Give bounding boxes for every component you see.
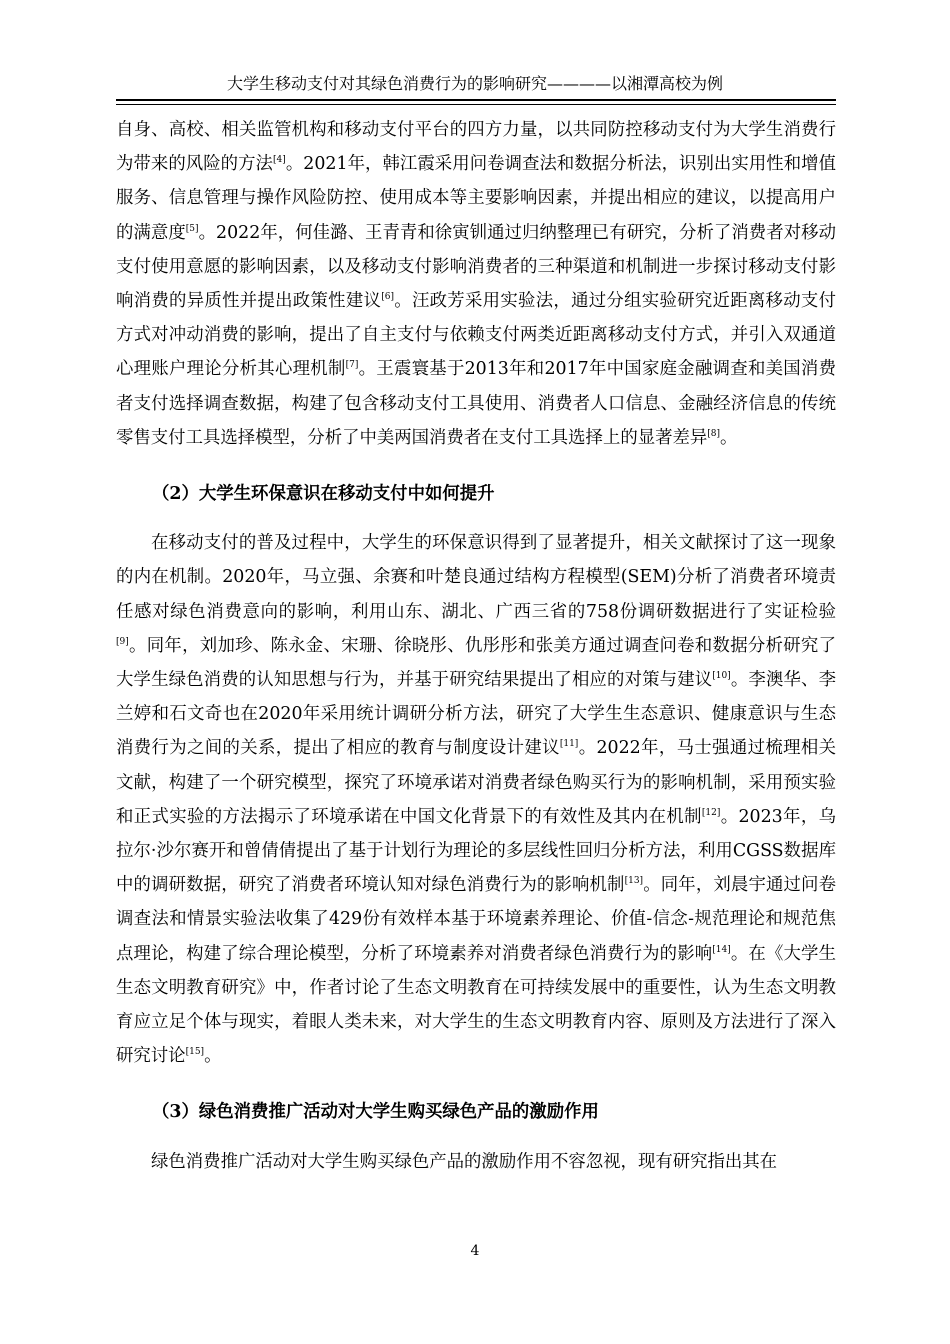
paragraph-text: 。: [204, 1046, 222, 1067]
citation-ref: [11]: [559, 739, 579, 750]
paragraph-1: [116, 113, 836, 455]
citation-ref: [6]: [381, 292, 394, 303]
citation-ref: [14]: [712, 944, 731, 955]
section-heading-3: （3）绿色消费推广活动对大学生购买绿色产品的激励作用: [152, 1102, 599, 1123]
header-rule-thick: [116, 99, 836, 101]
paragraph-2: [116, 526, 836, 1073]
running-header: 大学生移动支付对其绿色消费行为的影响研究————以湘潭高校为例: [226, 74, 723, 93]
citation-ref: [13]: [624, 876, 644, 887]
paragraph-text: 。2021年，韩江霞采用问卷调查法和数据分析法，识别出实用性和增值服务、信息管理与操作风险防控、使用成本等主要影响因素，并提出相应的建议，以提高用户的满意度: [116, 154, 836, 243]
citation-ref: [10]: [712, 671, 731, 682]
paragraph-text: 。王震寰基于2013年和2017年中国家庭金融调查和美国消费者支付选择调查数据，构建了包含移动支付工具使用、消费者人口信息、金融经济信息的传统零售支付工具选择模型，分析了中美两国消费者在支付工具选择上的显著差异: [116, 359, 836, 448]
citation-ref: [7]: [345, 360, 359, 371]
paragraph-text: 。李澳华、李兰婷和石文奇也在2020年采用统计调研分析方法，研究了大学生生态意识、健康意识与生态消费行为之间的关系，提出了相应的教育与制度设计建议: [116, 670, 836, 759]
citation-ref: [9]: [116, 637, 129, 648]
citation-ref: [8]: [707, 429, 721, 440]
paragraph-text: 自身、高校、相关监管机构和移动支付平台的四方力量，以共同防控移动支付为大学生消费行为带来的风险的方法: [116, 120, 836, 175]
paragraph-3: 绿色消费推广活动对大学生购买绿色产品的激励作用不容忽视，现有研究指出其在: [151, 1151, 778, 1172]
paragraph-text: 。2023年，乌拉尔·沙尔赛开和曾倩倩提出了基于计划行为理论的多层线性回归分析方法，利用CGSS数据库中的调研数据，研究了消费者环境认知对绿色消费行为的影响机制: [116, 806, 836, 896]
citation-ref: [4]: [273, 155, 286, 166]
section-heading-2: （2）大学生环保意识在移动支付中如何提升: [152, 484, 495, 505]
citation-ref: [15]: [185, 1047, 205, 1058]
paragraph-text: 。2022年，马士强通过梳理相关文献，构建了一个研究模型，探究了环境承诺对消费者绿色购买行为的影响机制，采用预实验和正式实验的方法揭示了环境承诺在中国文化背景下的有效性及其内在机制: [116, 738, 836, 827]
page-number: 4: [470, 1243, 480, 1259]
paragraph-text: 。: [720, 427, 738, 448]
header-rule-thin: [116, 104, 836, 105]
paragraph-text: 。同年，刘晨宇通过问卷调查法和情景实验法收集了429份有效样本基于环境素养理论、价值-信念-规范理论和规范焦点理论，构建了综合理论模型，分析了环境素养对消费者绿色消费行为的影响: [116, 875, 836, 964]
paragraph-text: 在移动支付的普及过程中，大学生的环保意识得到了显著提升，相关文献探讨了这一现象的内在机制。2020年，马立强、余赛和叶楚良通过结构方程模型(SEM)分析了消费者环境责任感对绿色消费意向的影响，利用山东、湖北、广西三省的758份调研数据进行了实证检验: [116, 533, 836, 622]
paragraph-text: 。2022年，何佳潞、王青青和徐寅钏通过归纳整理已有研究，分析了消费者对移动支付使用意愿的影响因素，以及移动支付影响消费者的三种渠道和机制进一步探讨移动支付影响消费的异质性并提出政策性建议: [116, 222, 836, 312]
paragraph-text: 。同年，刘加珍、陈永金、宋珊、徐晓彤、仇彤彤和张美方通过调查问卷和数据分析研究了大学生绿色消费的认知思想与行为，并基于研究结果提出了相应的对策与建议: [116, 635, 836, 691]
citation-ref: [5]: [185, 223, 199, 234]
paragraph-text: 。在《大学生生态文明教育研究》中，作者讨论了生态文明教育在可持续发展中的重要性，认为生态文明教育应立足个体与现实，着眼人类未来，对大学生的生态文明教育内容、原则及方法进行了深入研究讨论: [116, 943, 836, 1067]
page-body: [116, 113, 836, 1179]
paragraph-text: 。汪政芳采用实验法，通过分组实验研究近距离移动支付方式对冲动消费的影响，提出了自主支付与依赖支付两类近距离移动支付方式，并引入双通道心理账户理论分析其心理机制: [116, 291, 836, 380]
citation-ref: [12]: [701, 808, 721, 819]
